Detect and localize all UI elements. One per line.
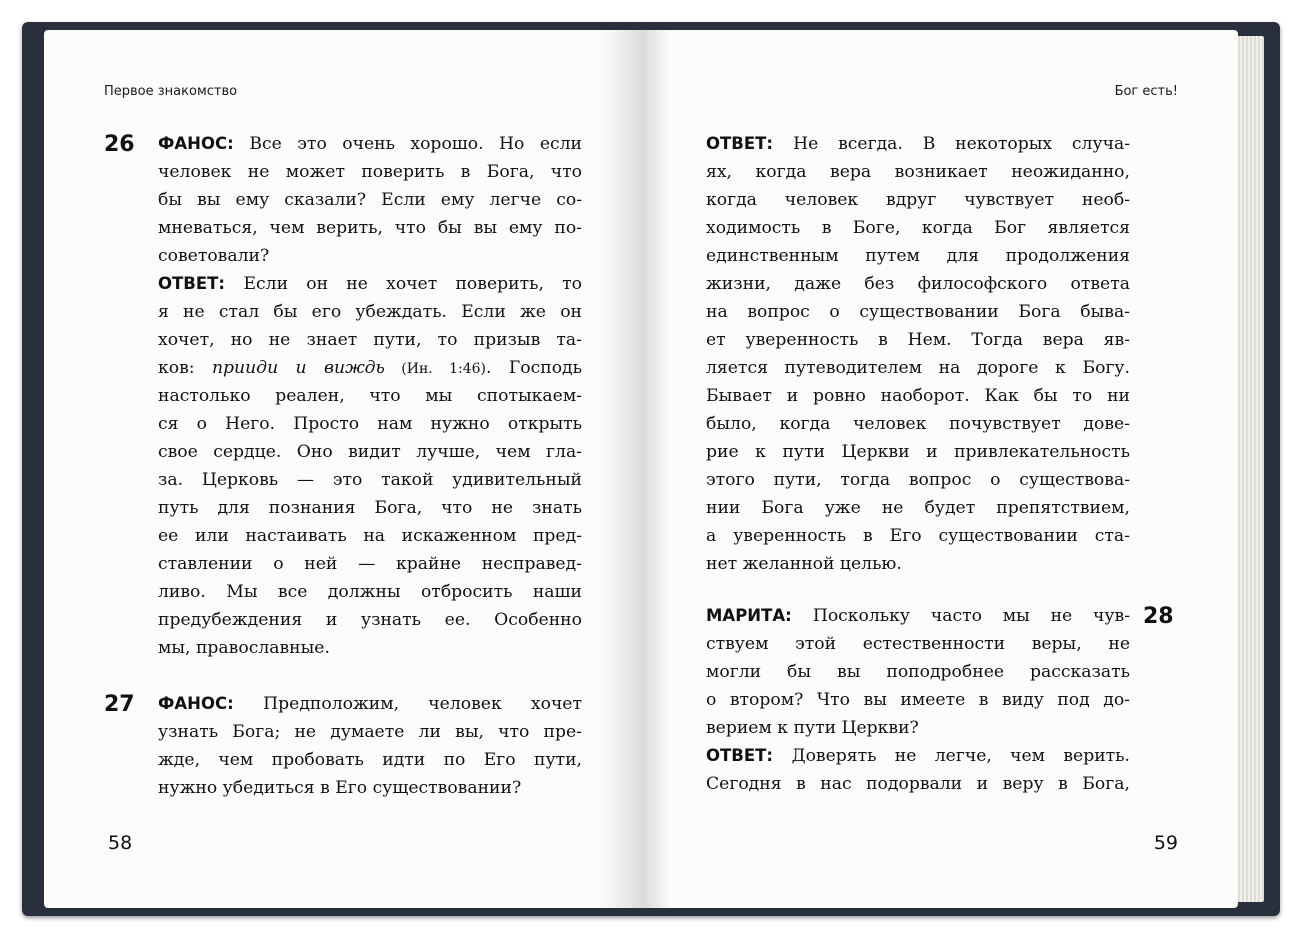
text-line: Сегодня в нас подорвали и веру в Бога, [706,774,1130,794]
text-line: на вопрос о существовании Бога быва- [706,302,1130,322]
answer-label: ОТВЕТ [158,274,219,293]
text-line: мы, православные. [158,638,330,658]
left-running-head: Первое знакомство [104,84,238,99]
text-line: Бывает и ровно наоборот. Как бы то ни [706,386,1130,406]
question-26-block [158,130,582,662]
text-line: узнать Бога; не думаете ли вы, что пре- [158,722,582,742]
text-line: бы вы ему сказали? Если ему легче со- [158,190,582,210]
left-page [44,30,641,908]
right-page [641,30,1238,908]
left-gutter-shadow [601,30,641,908]
text-line: ОТВЕТ: Если он не хочет поверить, то [158,274,582,294]
speaker-label: МАРИТА [706,606,786,625]
text-line: ливо. Мы все должны отбросить наши [158,582,582,602]
scripture-reference: (Ин. 1:46) [384,361,487,377]
question-number-27: 27 [104,692,135,717]
text-line: когда человек вдруг чувствует необ- [706,190,1130,210]
scripture-quote: прииди и виждь [211,358,385,378]
text-line: жде, чем пробовать идти по Его пути, [158,750,582,770]
text-line: хочет, но не знает пути, то призыв та- [158,330,582,350]
question-number-28: 28 [1143,604,1174,629]
text-line: нужно убедиться в Его существовании? [158,778,522,798]
text-line: человек не может поверить в Бога, что [158,162,582,182]
text-line: ОТВЕТ: Не всегда. В некоторых случа- [706,134,1130,154]
text-line: могли бы вы поподробнее рассказать [706,662,1130,682]
text-line: ях, когда вера возникает неожиданно, [706,162,1130,182]
text-line: я не стал бы его убеждать. Если же он [158,302,582,322]
text-line: ходимость в Боге, когда Бог является [706,218,1130,238]
text-line: путь для познания Бога, что не знать [158,498,582,518]
answer-label: ОТВЕТ [706,134,767,153]
text-line: ФАНОС: Предположим, человек хочет [158,694,582,714]
text-line: а уверенность в Его существовании ста- [706,526,1130,546]
text-line: ков: прииди и виждь (Ин. 1:46). Господь [158,358,582,378]
right-gutter-shadow [641,30,671,908]
text-line: свое сердце. Оно видит лучше, чем гла- [158,442,582,462]
text-line: ФАНОС: Все это очень хорошо. Но если [158,134,582,154]
page-number-left: 58 [108,832,133,854]
text-line: настолько реален, что мы спотыкаем- [158,386,582,406]
text-line: мневаться, чем верить, что бы вы ему по- [158,218,582,238]
page-number-right: 59 [1153,832,1178,854]
text-line: ставлении о ней — крайне несправед- [158,554,582,574]
question-28-block [706,602,1130,798]
text-line: единственным путем для продолжения [706,246,1130,266]
text-line: ОТВЕТ: Доверять не легче, чем верить. [706,746,1130,766]
question-27-block [158,690,582,802]
question-number-26: 26 [104,132,135,157]
text-line: нет желанной целью. [706,554,902,574]
text-line: за. Церковь — это такой удивительный [158,470,582,490]
text-line: этого пути, тогда вопрос о существова- [706,470,1130,490]
text-line: предубеждения и узнать ее. Особенно [158,610,582,630]
text-line: ствуем этой естественности веры, не [706,634,1130,654]
text-line: рие к пути Церкви и привлекательность [706,442,1130,462]
speaker-label: ФАНОС [158,134,228,153]
text-line: нии Бога уже не будет препятствием, [706,498,1130,518]
right-running-head: Бог есть! [1114,84,1178,99]
text-line: ее или настаивать на искаженном пред- [158,526,582,546]
answer-27-block [706,130,1130,578]
text-line: ся о Него. Просто нам нужно открыть [158,414,582,434]
text-line: советовали? [158,246,270,266]
text-line: ет уверенность в Нем. Тогда вера яв- [706,330,1130,350]
text-line: о втором? Что вы имеете в виду под до- [706,690,1130,710]
text-line: ляется путеводителем на дороге к Богу. [706,358,1130,378]
text-line: жизни, даже без философского ответа [706,274,1130,294]
answer-label: ОТВЕТ [706,746,767,765]
speaker-label: ФАНОС [158,694,228,713]
text-line: верием к пути Церкви? [706,718,919,738]
text-line: МАРИТА: Поскольку часто мы не чув- [706,606,1131,626]
text-line: было, когда человек почувствует дове- [706,414,1130,434]
